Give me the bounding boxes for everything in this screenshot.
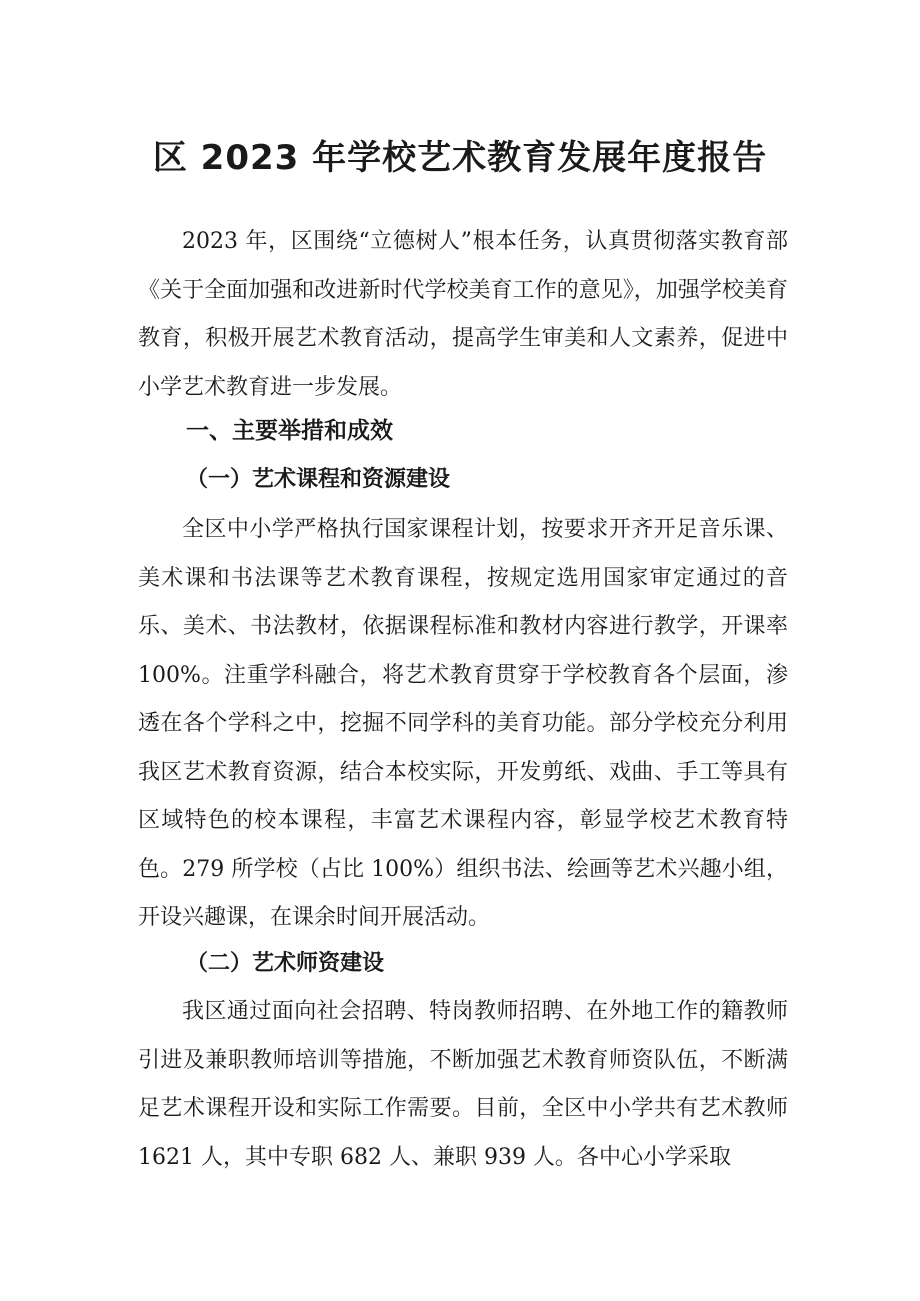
curriculum-paragraph: 全区中小学严格执行国家课程计划，按要求开齐开足音乐课、美术课和书法课等艺术教育课程，按规定选用国家审定通过的音乐、美术、书法教材，依据课程标准和教材内容进行教学，开课率 100%。注重学科融合，将艺术教育贯穿于学校教育各个层面，渗透在各个学科之中，挖掘不同学科的美育功能。部分学校充分利用我区艺术教育资源，结合本校实际，开发剪纸、戏曲、手工等具有区域特色的校本课程，丰富艺术课程内容，彰显学校艺术教育特色。279 所学校（占比 100%）组织书法、绘画等艺术兴趣小组，开设兴趣课，在课余时间开展活动。 <box>138 517 788 930</box>
intro-paragraph: 2023 年，区围绕“立德树人”根本任务，认真贯彻落实教育部《关于全面加强和改进新时代学校美育工作的意见》，加强学校美育教育，积极开展艺术教育活动，提高学生审美和人文素养，促进中小学艺术教育进一步发展。 <box>138 229 788 400</box>
subsection-heading-curriculum: （一）艺术课程和资源建设 <box>186 466 451 492</box>
subsection-heading-teachers: （二）艺术师资建设 <box>186 950 385 976</box>
teachers-paragraph: 我区通过面向社会招聘、特岗教师招聘、在外地工作的籍教师引进及兼职教师培训等措施，不断加强艺术教育师资队伍，不断满足艺术课程开设和实际工作需要。目前，全区中小学共有艺术教师 1621 人，其中专职 682 人、兼职 939 人。各中心小学采取 <box>138 999 788 1170</box>
document-title: 区 2023 年学校艺术教育发展年度报告 <box>152 138 768 178</box>
section-heading-main-measures: 一、主要举措和成效 <box>186 418 393 444</box>
